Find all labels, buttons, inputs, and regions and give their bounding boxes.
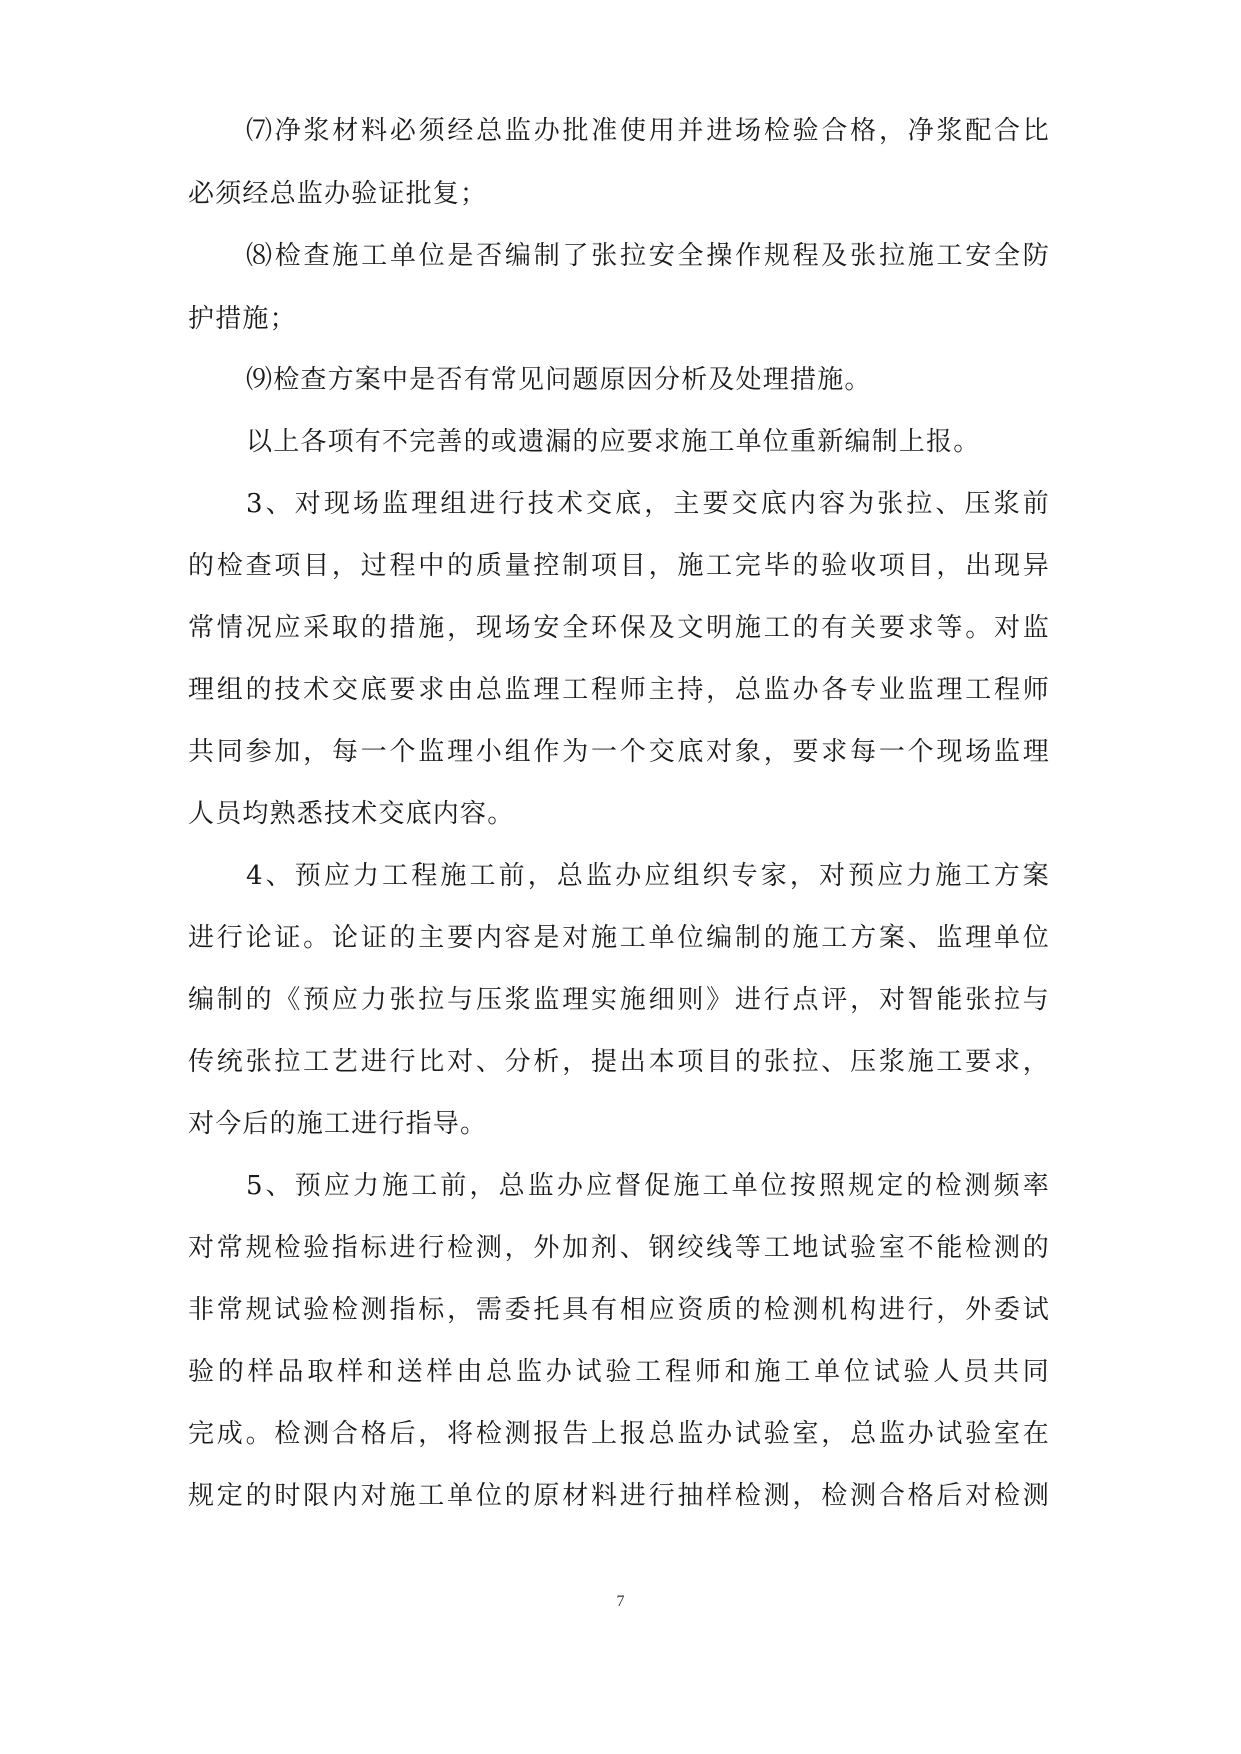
text-line: ⑻检查施工单位是否编制了张拉安全操作规程及张拉施工安全防 [246, 241, 1050, 271]
text-line: 5、预应力施工前，总监办应督促施工单位按照规定的检测频率 [246, 1171, 1050, 1201]
text-line: 的检查项目，过程中的质量控制项目，施工完毕的验收项目，出现异 [188, 551, 1050, 581]
text-line: 4、预应力工程施工前，总监办应组织专家，对预应力施工方案 [246, 861, 1050, 891]
page-number: 7 [616, 1593, 625, 1610]
text-line: 传统张拉工艺进行比对、分析，提出本项目的张拉、压浆施工要求， [188, 1047, 1050, 1077]
text-line: 共同参加，每一个监理小组作为一个交底对象，要求每一个现场监理 [188, 737, 1050, 767]
text-line: 验的样品取样和送样由总监办试验工程师和施工单位试验人员共同 [188, 1357, 1050, 1387]
text-line: 护措施； [188, 304, 297, 334]
text-line: 非常规试验检测指标，需委托具有相应资质的检测机构进行，外委试 [188, 1295, 1050, 1325]
text-line: 理组的技术交底要求由总监理工程师主持，总监办各专业监理工程师 [188, 675, 1050, 705]
text-line: 对今后的施工进行指导。 [188, 1109, 488, 1139]
text-line: 对常规检验指标进行检测，外加剂、钢绞线等工地试验室不能检测的 [188, 1233, 1050, 1263]
text-line: 必须经总监办验证批复； [188, 179, 488, 209]
text-line: 完成。检测合格后，将检测报告上报总监办试验室，总监办试验室在 [188, 1419, 1050, 1449]
text-line: ⑺净浆材料必须经总监办批准使用并进场检验合格，净浆配合比 [246, 116, 1050, 146]
text-line: 常情况应采取的措施，现场安全环保及文明施工的有关要求等。对监 [188, 613, 1050, 643]
text-line: 3、对现场监理组进行技术交底，主要交底内容为张拉、压浆前 [246, 489, 1050, 519]
text-line: ⑼检查方案中是否有常见问题原因分析及处理措施。 [246, 365, 872, 395]
text-line: 以上各项有不完善的或遗漏的应要求施工单位重新编制上报。 [246, 427, 981, 457]
text-line: 编制的《预应力张拉与压浆监理实施细则》进行点评，对智能张拉与 [188, 985, 1050, 1015]
text-line: 人员均熟悉技术交底内容。 [188, 799, 515, 829]
text-line: 进行论证。论证的主要内容是对施工单位编制的施工方案、监理单位 [188, 923, 1050, 953]
text-line: 规定的时限内对施工单位的原材料进行抽样检测，检测合格后对检测 [188, 1481, 1050, 1511]
